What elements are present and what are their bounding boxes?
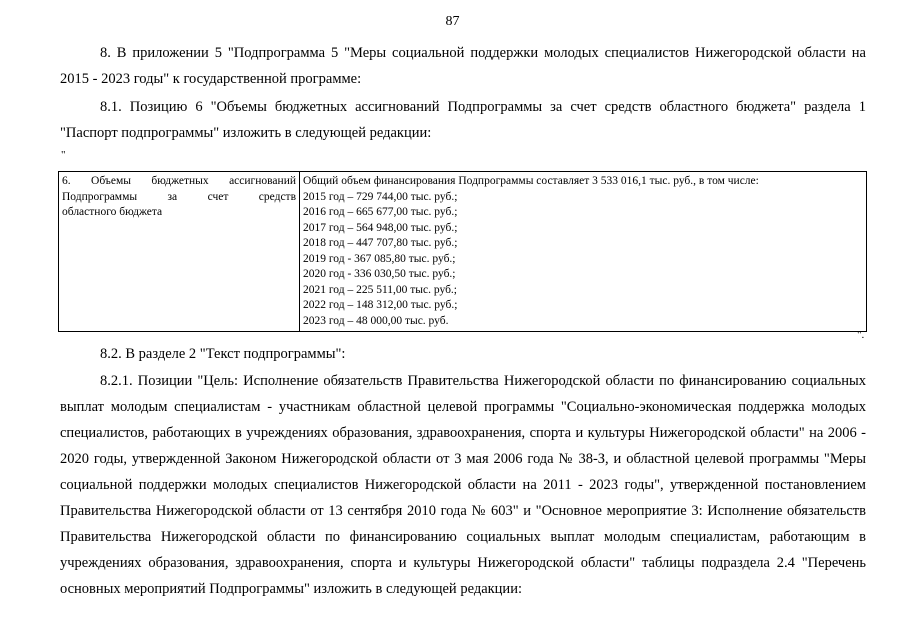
opening-quote-mark: " — [61, 149, 66, 161]
year-financing-line: 2018 год – 447 707,80 тыс. руб.; — [303, 237, 458, 249]
year-financing-line: 2015 год – 729 744,00 тыс. руб.; — [303, 190, 458, 203]
position-label-line: 6. Объемы бюджетных ассигнований — [62, 175, 296, 187]
year-financing-line: 2020 год - 336 030,50 тыс. руб.; — [303, 268, 456, 280]
table-row — [59, 172, 867, 332]
year-financing-line: 2017 год – 564 948,00 тыс. руб.; — [303, 221, 458, 234]
budget-allocation-table — [58, 171, 867, 332]
page-number: 87 — [445, 14, 460, 29]
position-label-line: Подпрограммы за счет средств — [62, 190, 296, 203]
paragraph-8-2-1: 8.2.1. Позиции "Цель: Исполнение обязательств Правительства Нижегородской области по финансированию социальных выплат молодым специалистам - участникам областной целевой программы "Социально-экономическая поддержка молодых специалистов, работающих в учреждениях образования, здравоохранения, спорта и культуры Нижегородской области" на 2006 - 2020 годы, утвержденной Законом Нижегородской области от 3 мая 2006 года № 38-З, и областной целевой программы "Меры социальной поддержки молодых специалистов Нижегородской области на 2011 - 2023 годы", утвержденной постановлением Правительства Нижегородской области от 13 сентября 2010 года № 603" и "Основное мероприятие 3: Исполнение обязательств Правительства Нижегородской области по финансированию социальных выплат молодым специалистам, работающим в учреждениях образования, здравоохранения, спорта и культуры Нижегородской области" таблицы подраздела 2.4 "Перечень основных мероприятий Подпрограммы" изложить в следующей редакции: — [60, 373, 866, 597]
paragraph-8-1: 8.1. Позицию 6 "Объемы бюджетных ассигнований Подпрограммы за счет средств областного бюджета" раздела 1 "Паспорт подпрограммы" изложить в следующей редакции: — [60, 99, 866, 141]
year-financing-line: 2022 год – 148 312,00 тыс. руб.; — [303, 299, 458, 311]
year-financing-line: 2016 год – 665 677,00 тыс. руб.; — [303, 206, 458, 218]
position-label-line: областного бюджета — [62, 206, 163, 218]
year-financing-line: 2021 год – 225 511,00 тыс. руб.; — [303, 283, 457, 296]
year-financing-line: 2019 год - 367 085,80 тыс. руб.; — [303, 252, 456, 265]
position-label-cell — [59, 172, 300, 332]
total-financing-text: Общий объем финансирования Подпрограммы составляет 3 533 016,1 тыс. руб., в том числе: — [303, 175, 759, 187]
paragraph-8: 8. В приложении 5 "Подпрограмма 5 "Меры социальной поддержки молодых специалистов Нижегородской области на 2015 - 2023 годы" к государственной программе: — [60, 45, 866, 87]
closing-quote-mark: ". — [857, 329, 865, 341]
financing-cell — [300, 172, 867, 332]
year-financing-line: 2023 год – 48 000,00 тыс. руб. — [303, 314, 449, 327]
paragraph-8-2: 8.2. В разделе 2 "Текст подпрограммы": — [100, 346, 346, 362]
